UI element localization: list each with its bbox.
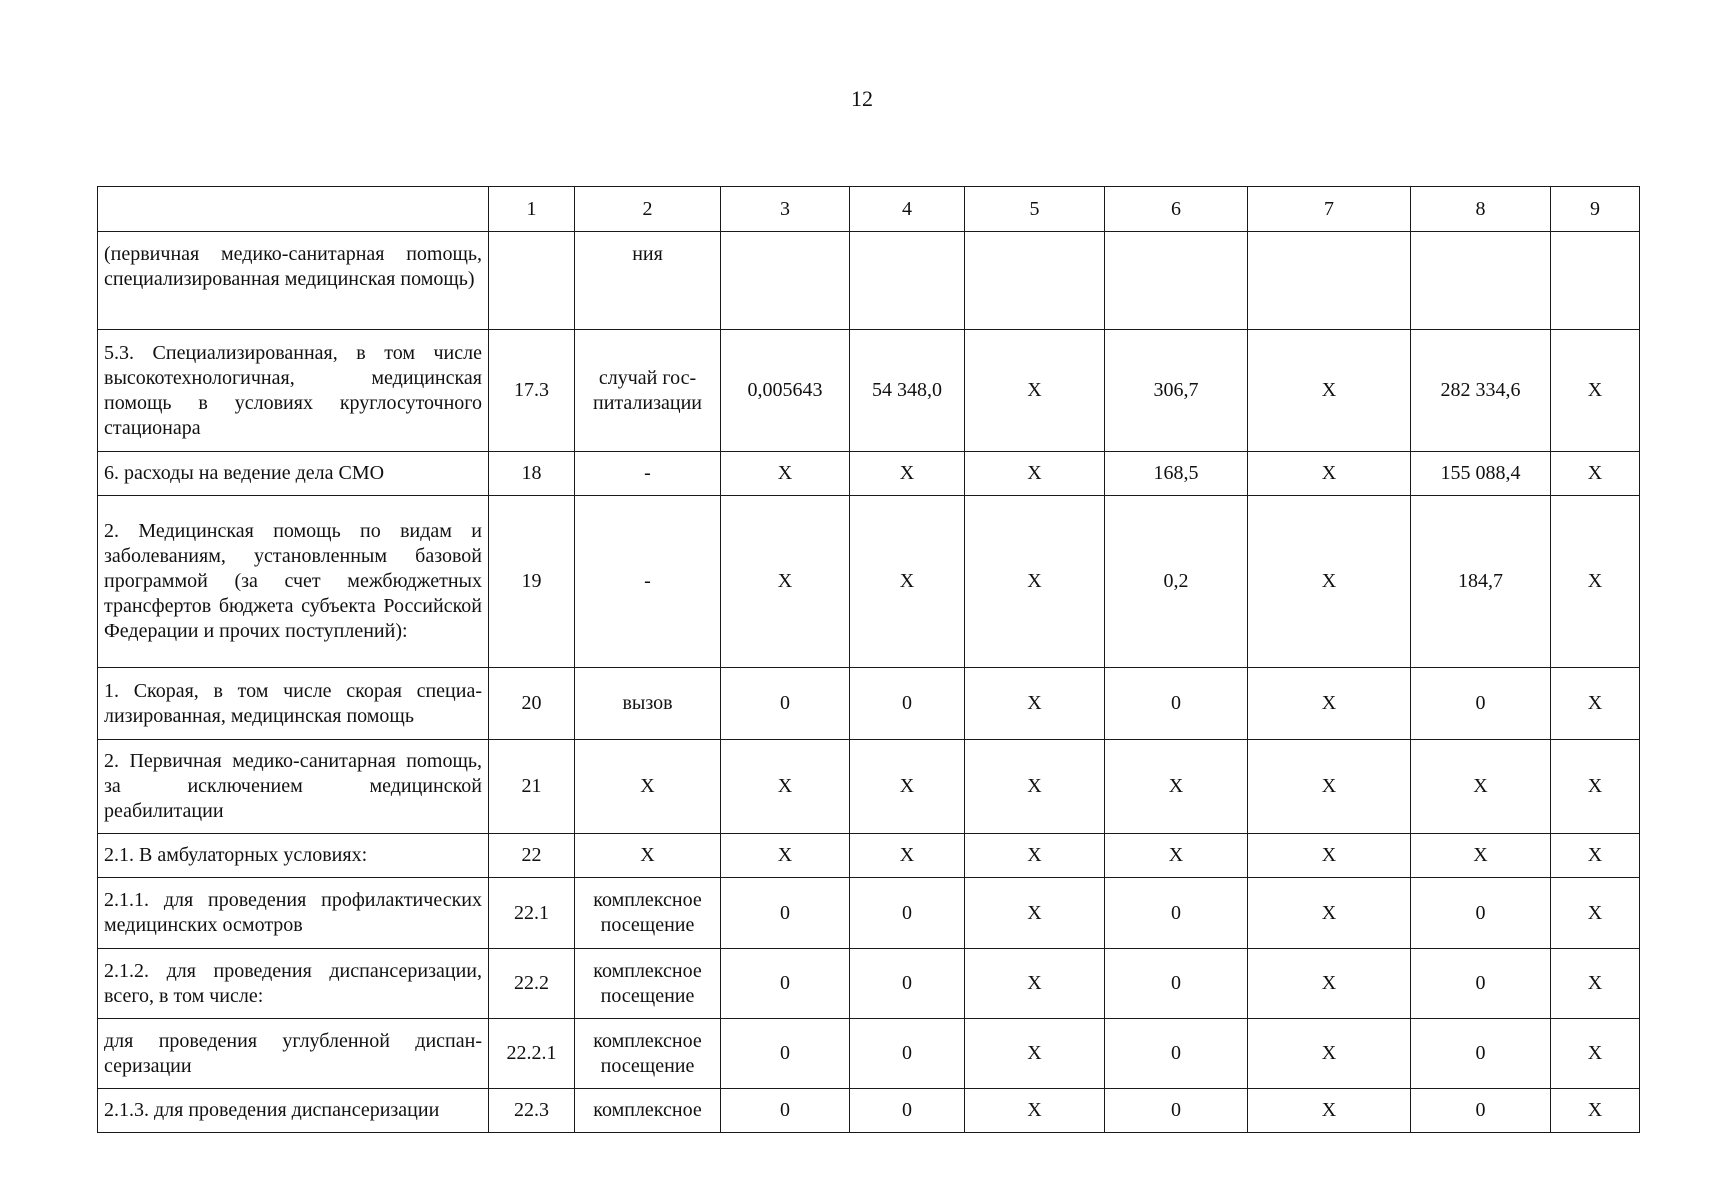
value-cell: 0: [850, 1089, 965, 1133]
value-cell: Х: [965, 330, 1105, 452]
table-row: [98, 330, 1640, 452]
value-cell: Х: [965, 740, 1105, 834]
value-cell: 54 348,0: [850, 330, 965, 452]
row-number-cell: 17.3: [489, 330, 575, 452]
value-cell: Х: [965, 878, 1105, 949]
value-cell: Х: [721, 740, 850, 834]
value-cell: 0,2: [1105, 496, 1248, 668]
unit-cell: комплексное: [575, 1089, 721, 1133]
row-number-cell: 22.2.1: [489, 1019, 575, 1089]
value-cell: Х: [1551, 878, 1640, 949]
row-number-cell: 22.1: [489, 878, 575, 949]
table-row: [98, 834, 1640, 878]
row-number-cell: 18: [489, 452, 575, 496]
row-number-cell: 19: [489, 496, 575, 668]
row-number-cell: 20: [489, 668, 575, 740]
table-row: [98, 452, 1640, 496]
value-cell: Х: [850, 496, 965, 668]
value-cell: Х: [850, 740, 965, 834]
value-cell: Х: [1551, 1089, 1640, 1133]
unit-cell: ния: [575, 232, 721, 330]
unit-cell: вызов: [575, 668, 721, 740]
row-name-cell: 6. расходы на ведение дела СМО: [98, 452, 489, 496]
value-cell: Х: [1248, 1089, 1411, 1133]
unit-cell: комплексное посещение: [575, 878, 721, 949]
value-cell: 0: [1105, 878, 1248, 949]
header-cell: [98, 187, 489, 232]
value-cell: Х: [721, 496, 850, 668]
value-cell: Х: [1248, 330, 1411, 452]
unit-cell: Х: [575, 740, 721, 834]
value-cell: Х: [1551, 330, 1640, 452]
value-cell: Х: [721, 834, 850, 878]
row-name-cell: 5.3. Специализированная, в том числе высокотехнологичная, медицинская помощь в условиях круглосуточного стационара: [98, 330, 489, 452]
value-cell: 282 334,6: [1411, 330, 1551, 452]
value-cell: Х: [1551, 452, 1640, 496]
value-cell: Х: [965, 1089, 1105, 1133]
value-cell: 0: [850, 949, 965, 1019]
row-name-cell: 2. Медицинская помощь по видам и заболеваниям, установленным базовой программой (за счет межбюджетных трансфертов бюджета субъекта Российской Федерации и прочих поступлений):: [98, 496, 489, 668]
value-cell: Х: [1551, 1019, 1640, 1089]
value-cell: Х: [1248, 878, 1411, 949]
value-cell: Х: [1248, 949, 1411, 1019]
unit-cell: случай госпитализации: [575, 330, 721, 452]
value-cell: Х: [965, 452, 1105, 496]
value-cell: 0: [1411, 668, 1551, 740]
value-cell: [1248, 232, 1411, 330]
value-cell: Х: [1248, 496, 1411, 668]
value-cell: 0: [1411, 878, 1551, 949]
row-name-cell: 2. Первичная медико-санитарная поmощь, за исключением медицинской реабилитации: [98, 740, 489, 834]
value-cell: Х: [1248, 452, 1411, 496]
value-cell: 0: [1105, 668, 1248, 740]
value-cell: [1105, 232, 1248, 330]
value-cell: 184,7: [1411, 496, 1551, 668]
row-number-cell: 21: [489, 740, 575, 834]
row-number-cell: 22.2: [489, 949, 575, 1019]
row-number-cell: 22: [489, 834, 575, 878]
value-cell: 0: [1411, 1089, 1551, 1133]
value-cell: 0: [721, 1019, 850, 1089]
table-row: [98, 949, 1640, 1019]
row-name-cell: 1. Скорая, в том числе скорая специализированная, медицинская помощь: [98, 668, 489, 740]
value-cell: Х: [965, 668, 1105, 740]
header-cell: 7: [1248, 187, 1411, 232]
value-cell: Х: [1551, 949, 1640, 1019]
row-number-cell: 22.3: [489, 1089, 575, 1133]
row-name-cell: (первичная медико-санитарная поmощь, специализированная медицинская помощь): [98, 232, 489, 330]
value-cell: 0: [1411, 1019, 1551, 1089]
table-row: [98, 740, 1640, 834]
row-number-cell: [489, 232, 575, 330]
header-cell: 3: [721, 187, 850, 232]
value-cell: 0: [1105, 1089, 1248, 1133]
value-cell: 0,005643: [721, 330, 850, 452]
value-cell: Х: [721, 452, 850, 496]
value-cell: Х: [1105, 834, 1248, 878]
data-table: [97, 186, 1640, 1133]
value-cell: Х: [1248, 740, 1411, 834]
value-cell: Х: [1551, 740, 1640, 834]
value-cell: 155 088,4: [1411, 452, 1551, 496]
table-header-row: [98, 187, 1640, 232]
value-cell: Х: [1551, 668, 1640, 740]
value-cell: Х: [965, 834, 1105, 878]
value-cell: Х: [850, 834, 965, 878]
header-cell: 5: [965, 187, 1105, 232]
value-cell: [850, 232, 965, 330]
unit-cell: комплексное посещение: [575, 949, 721, 1019]
value-cell: [1551, 232, 1640, 330]
table-row: [98, 668, 1640, 740]
table-row: [98, 878, 1640, 949]
unit-cell: -: [575, 496, 721, 668]
table-row: [98, 1089, 1640, 1133]
row-name-cell: 2.1.3. для проведения диспансеризации: [98, 1089, 489, 1133]
page-number: 12: [851, 86, 873, 111]
unit-cell: Х: [575, 834, 721, 878]
row-name-cell: 2.1.2. для проведения диспансеризации, всего, в том числе:: [98, 949, 489, 1019]
table-row: [98, 496, 1640, 668]
unit-cell: -: [575, 452, 721, 496]
header-cell: 2: [575, 187, 721, 232]
value-cell: 0: [850, 668, 965, 740]
value-cell: 0: [721, 878, 850, 949]
value-cell: Х: [1248, 834, 1411, 878]
value-cell: 0: [721, 668, 850, 740]
row-name-cell: 2.1. В амбулаторных условиях:: [98, 834, 489, 878]
value-cell: Х: [850, 452, 965, 496]
row-name-cell: для проведения углубленной диспансеризации: [98, 1019, 489, 1089]
value-cell: Х: [1411, 740, 1551, 834]
value-cell: Х: [1105, 740, 1248, 834]
header-cell: 6: [1105, 187, 1248, 232]
value-cell: 0: [1411, 949, 1551, 1019]
value-cell: Х: [965, 1019, 1105, 1089]
value-cell: 0: [721, 949, 850, 1019]
value-cell: 168,5: [1105, 452, 1248, 496]
value-cell: Х: [965, 496, 1105, 668]
header-cell: 8: [1411, 187, 1551, 232]
table-body: [98, 187, 1640, 1133]
value-cell: [721, 232, 850, 330]
value-cell: Х: [1551, 834, 1640, 878]
value-cell: Х: [1551, 496, 1640, 668]
value-cell: Х: [1248, 668, 1411, 740]
value-cell: 306,7: [1105, 330, 1248, 452]
value-cell: Х: [1248, 1019, 1411, 1089]
header-cell: 9: [1551, 187, 1640, 232]
table-row: [98, 232, 1640, 330]
header-cell: 4: [850, 187, 965, 232]
unit-cell: комплексное посещение: [575, 1019, 721, 1089]
value-cell: 0: [1105, 1019, 1248, 1089]
value-cell: [965, 232, 1105, 330]
row-name-cell: 2.1.1. для проведения профилактических медицинских осмотров: [98, 878, 489, 949]
header-cell: 1: [489, 187, 575, 232]
table-row: [98, 1019, 1640, 1089]
value-cell: Х: [1411, 834, 1551, 878]
value-cell: 0: [850, 1019, 965, 1089]
value-cell: Х: [965, 949, 1105, 1019]
value-cell: 0: [1105, 949, 1248, 1019]
value-cell: 0: [721, 1089, 850, 1133]
value-cell: 0: [850, 878, 965, 949]
value-cell: [1411, 232, 1551, 330]
